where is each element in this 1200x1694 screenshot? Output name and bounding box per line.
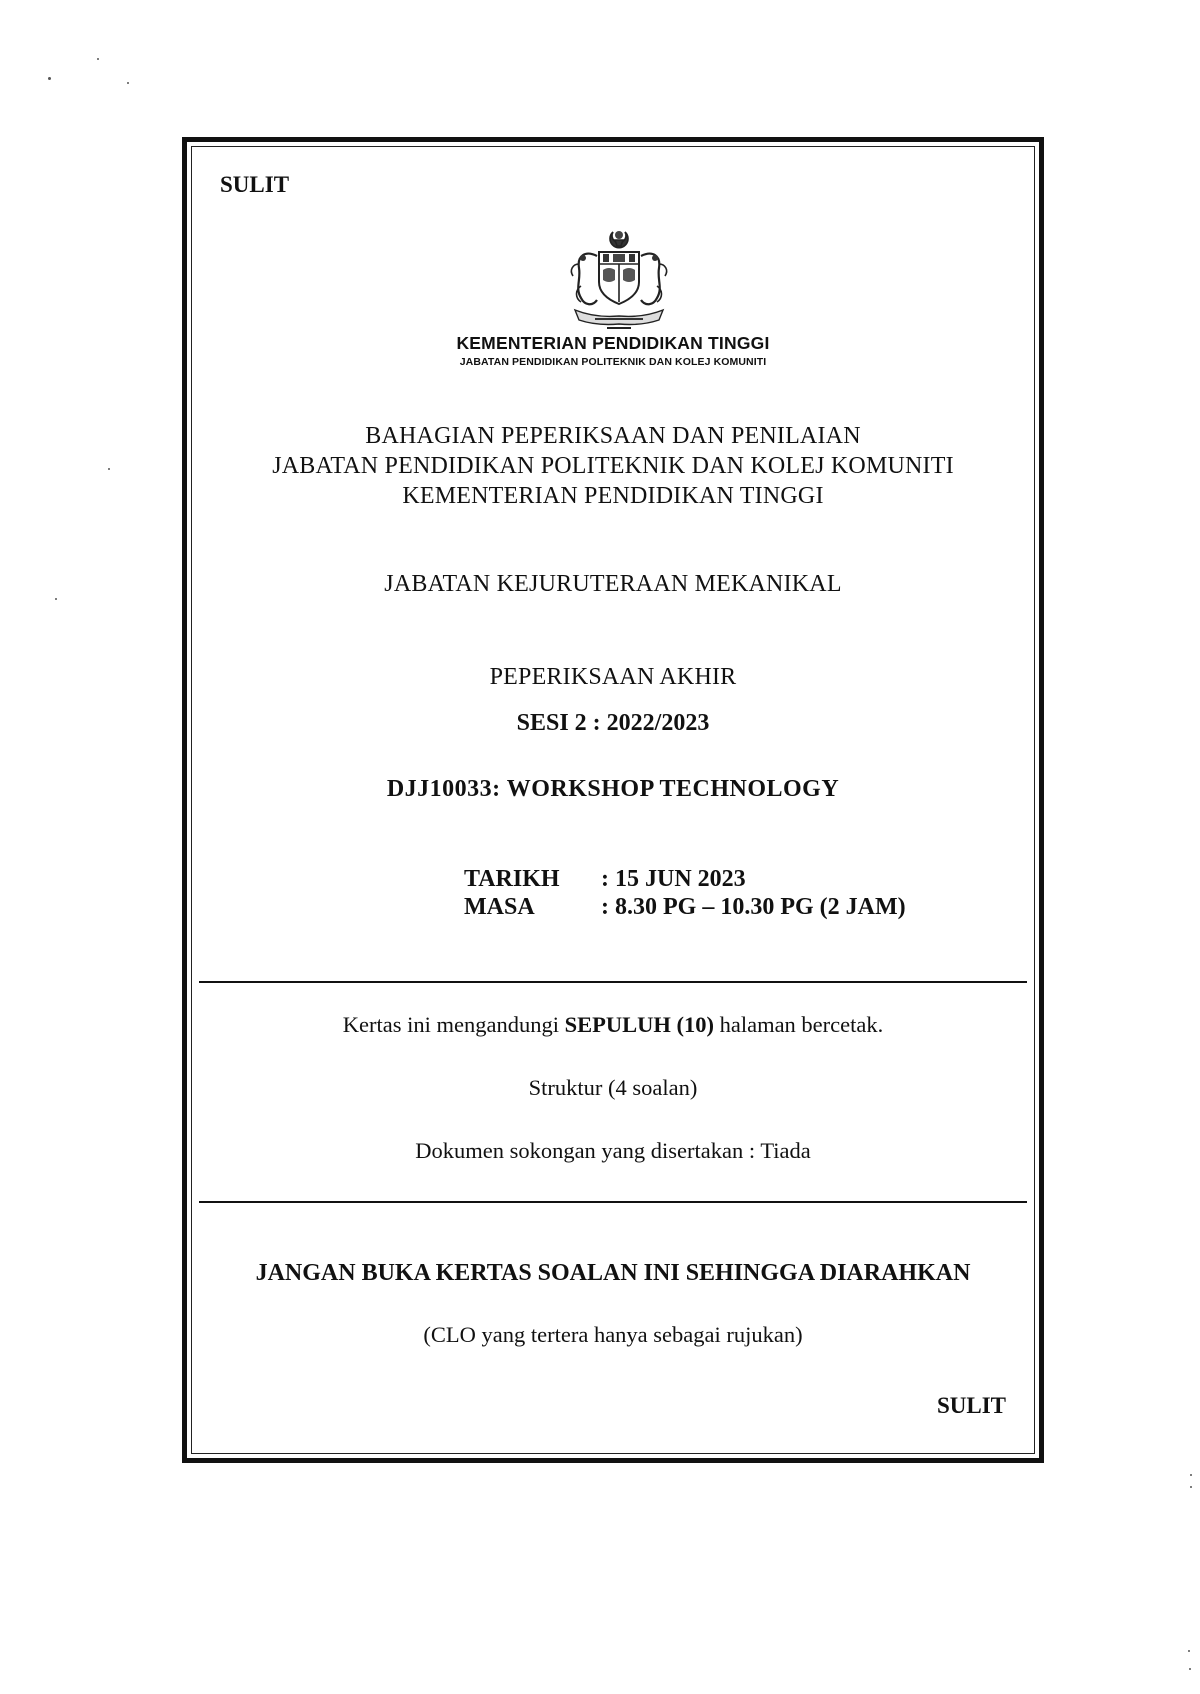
clo-reference-note: (CLO yang tertera hanya sebagai rujukan) — [423, 1322, 803, 1347]
exam-date-value: : 15 JUN 2023 — [601, 866, 746, 892]
cover-frame — [182, 137, 1044, 1463]
page-count-suffix: halaman bercetak. — [713, 1012, 884, 1037]
department-name: JABATAN KEJURUTERAAN MEKANIKAL — [384, 571, 842, 597]
divider-bottom — [199, 1201, 1027, 1203]
course-title: DJJ10033: WORKSHOP TECHNOLOGY — [386, 776, 840, 802]
malaysia-coat-of-arms-icon — [555, 226, 683, 336]
scan-speck — [55, 598, 57, 600]
structure-note: Struktur (4 soalan) — [528, 1075, 698, 1100]
division-line-1: BAHAGIAN PEPERIKSAAN DAN PENILAIAN — [365, 423, 861, 449]
supporting-documents-note: Dokumen sokongan yang disertakan : Tiada — [415, 1138, 811, 1163]
exam-time-label: MASA — [464, 894, 535, 920]
scan-speck — [1190, 1486, 1192, 1488]
scan-speck — [108, 468, 110, 470]
scan-speck — [1189, 1668, 1191, 1670]
scan-speck — [127, 82, 129, 84]
scan-speck — [97, 58, 99, 60]
scan-speck — [1190, 1474, 1192, 1476]
division-line-3: KEMENTERIAN PENDIDIKAN TINGGI — [402, 483, 824, 509]
page-count-prefix: Kertas ini mengandungi — [342, 1012, 565, 1037]
exam-session: SESI 2 : 2022/2023 — [516, 710, 710, 736]
page-count-bold: SEPULUH (10) — [564, 1012, 714, 1037]
exam-time-row — [464, 894, 906, 921]
classification-top: SULIT — [220, 172, 290, 197]
ministry-name: KEMENTERIAN PENDIDIKAN TINGGI — [456, 333, 770, 353]
page-count-note — [187, 1012, 1039, 1038]
classification-bottom: SULIT — [936, 1393, 1006, 1418]
exam-date-row — [464, 866, 746, 893]
exam-time-value: : 8.30 PG – 10.30 PG (2 JAM) — [601, 894, 906, 920]
division-line-2: JABATAN PENDIDIKAN POLITEKNIK DAN KOLEJ KOMUNITI — [272, 453, 954, 479]
divider-top — [199, 981, 1027, 983]
do-not-open-warning: JANGAN BUKA KERTAS SOALAN INI SEHINGGA DIARAHKAN — [255, 1260, 971, 1286]
exam-type: PEPERIKSAAN AKHIR — [489, 664, 737, 690]
scan-speck — [48, 77, 51, 80]
scan-speck — [1188, 1650, 1190, 1652]
ministry-department: JABATAN PENDIDIKAN POLITEKNIK DAN KOLEJ KOMUNITI — [459, 356, 767, 368]
exam-date-label: TARIKH — [464, 866, 560, 892]
